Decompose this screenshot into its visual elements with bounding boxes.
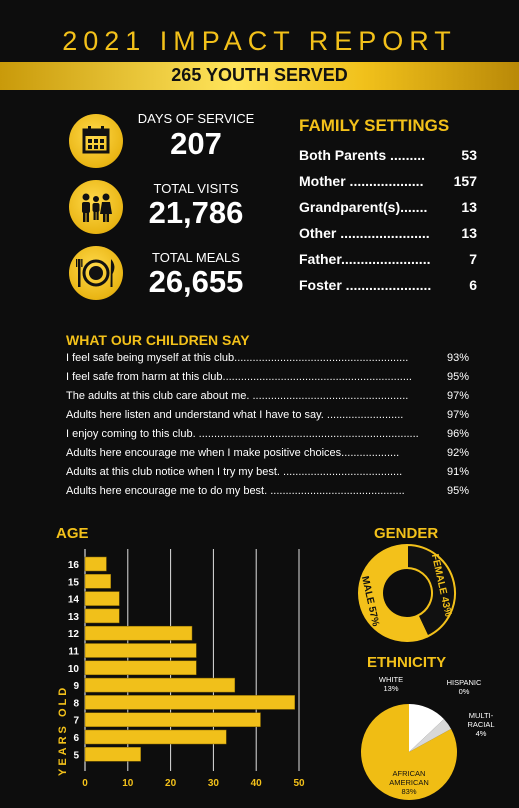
survey-percent: 95% [446,485,469,497]
family-row [299,251,477,271]
survey-row [66,371,469,387]
age-bar-8 [85,695,295,709]
family-row [299,225,477,245]
youth-served-banner: 265 YOUTH SERVED [171,65,348,85]
age-tick-label: 13 [67,611,79,623]
family-row-label: Mother ................... [299,173,424,189]
family-row-value: 13 [461,225,477,241]
age-x-tick-label: 50 [293,778,305,789]
gender-slice-label: MALE 57% [358,575,381,628]
survey-percent: 97% [446,409,469,421]
survey-statement: I enjoy coming to this club. ........................................................................ [66,428,419,440]
survey-statement: Adults at this club notice when I try my best. ....................................... [66,466,403,478]
age-bar-12 [85,626,192,640]
survey-percent: 92% [446,447,469,459]
report-title: 2021 IMPACT REPORT [62,26,457,56]
family-row [299,147,477,167]
age-tick-label: 8 [73,698,79,710]
total-visits-value: 21,786 [148,195,244,230]
plate-icon [69,246,123,300]
age-bar-10 [85,661,196,675]
survey-row [66,390,469,406]
survey-percent: 93% [446,352,469,364]
age-tick-label: 7 [73,715,79,727]
ethnicity-chart-title: ETHNICITY [367,654,447,671]
total-meals-value: 26,655 [148,264,244,299]
survey-row [66,352,469,368]
age-x-tick-label: 40 [250,778,262,789]
family-row-value: 13 [461,199,477,215]
family-row-label: Other ....................... [299,225,430,241]
ethnicity-pie-chart [355,668,519,808]
survey-percent: 91% [446,466,469,478]
survey-statement: The adults at this club care about me. ................................................... [66,390,409,402]
survey-statement: Adults here encourage me to do my best. ............................................ [66,485,405,497]
age-tick-label: 6 [73,733,79,744]
age-bar-16 [85,557,106,571]
age-bar-5 [85,747,141,761]
gender-slice-label: FEMALE 43% [428,552,454,618]
age-tick-label: 16 [67,560,79,571]
age-tick-label: 12 [67,629,79,641]
survey-row [66,466,469,482]
age-bar-14 [85,592,119,606]
family-settings-title: FAMILY SETTINGS [299,116,450,135]
family-row-label: Father....................... [299,251,431,267]
gender-donut-chart [355,538,465,648]
calendar-icon [69,114,123,168]
age-bar-9 [85,678,235,692]
age-x-tick-label: 10 [122,778,134,789]
total-visits-label: TOTAL VISITS [153,181,239,196]
age-bar-15 [85,574,111,588]
age-x-tick-label: 30 [207,778,219,789]
people-icon [69,180,123,234]
family-row [299,277,477,297]
age-tick-label: 14 [67,594,79,606]
children-say-title: WHAT OUR CHILDREN SAY [66,332,250,348]
age-bar-chart [0,540,330,802]
survey-row [66,428,469,444]
days-of-service-label: DAYS OF SERVICE [137,111,255,126]
age-tick-label: 5 [73,750,79,762]
survey-percent: 95% [446,371,469,383]
age-tick-label: 10 [67,663,79,675]
age-tick-label: 9 [73,681,79,693]
family-row-label: Grandparent(s)....... [299,199,428,215]
age-x-tick-label: 0 [82,778,88,789]
survey-row [66,409,469,425]
family-row [299,199,477,219]
survey-row [66,485,469,501]
age-bar-11 [85,644,196,658]
age-bar-6 [85,730,226,744]
family-row [299,173,477,193]
family-row-value: 157 [453,173,477,189]
age-bar-13 [85,609,119,623]
ethnicity-slice-label: WHITE 13% [378,675,404,693]
days-of-service-value: 207 [170,126,222,161]
age-tick-label: 11 [68,646,79,658]
family-row-value: 7 [469,251,477,267]
age-tick-label: 15 [67,577,79,589]
family-row-label: Both Parents ......... [299,147,426,163]
family-row-value: 6 [469,277,477,293]
age-y-axis-label: YEARS OLD [57,684,69,776]
gender-chart-title: GENDER [374,525,439,542]
survey-statement: Adults here listen and understand what I have to say. ......................... [66,409,404,421]
age-chart-title: AGE [56,525,89,542]
ethnicity-slice-label: HISPANIC 0% [446,678,482,696]
survey-percent: 97% [446,390,469,402]
ethnicity-slice-label: MULTI-RACIAL 4% [467,711,495,738]
age-x-tick-label: 20 [165,778,177,789]
survey-row [66,447,469,463]
family-row-label: Foster ...................... [299,277,432,293]
survey-percent: 96% [446,428,469,440]
age-bar-7 [85,713,260,727]
survey-statement: I feel safe being myself at this club......................................................... [66,352,409,364]
survey-statement: I feel safe from harm at this club.............................................................. [66,371,412,383]
family-row-value: 53 [461,147,477,163]
ethnicity-slice-label: AFRICAN AMERICAN 83% [389,769,429,796]
survey-statement: Adults here encourage me when I make positive choices................... [66,447,400,459]
total-meals-label: TOTAL MEALS [152,250,240,265]
